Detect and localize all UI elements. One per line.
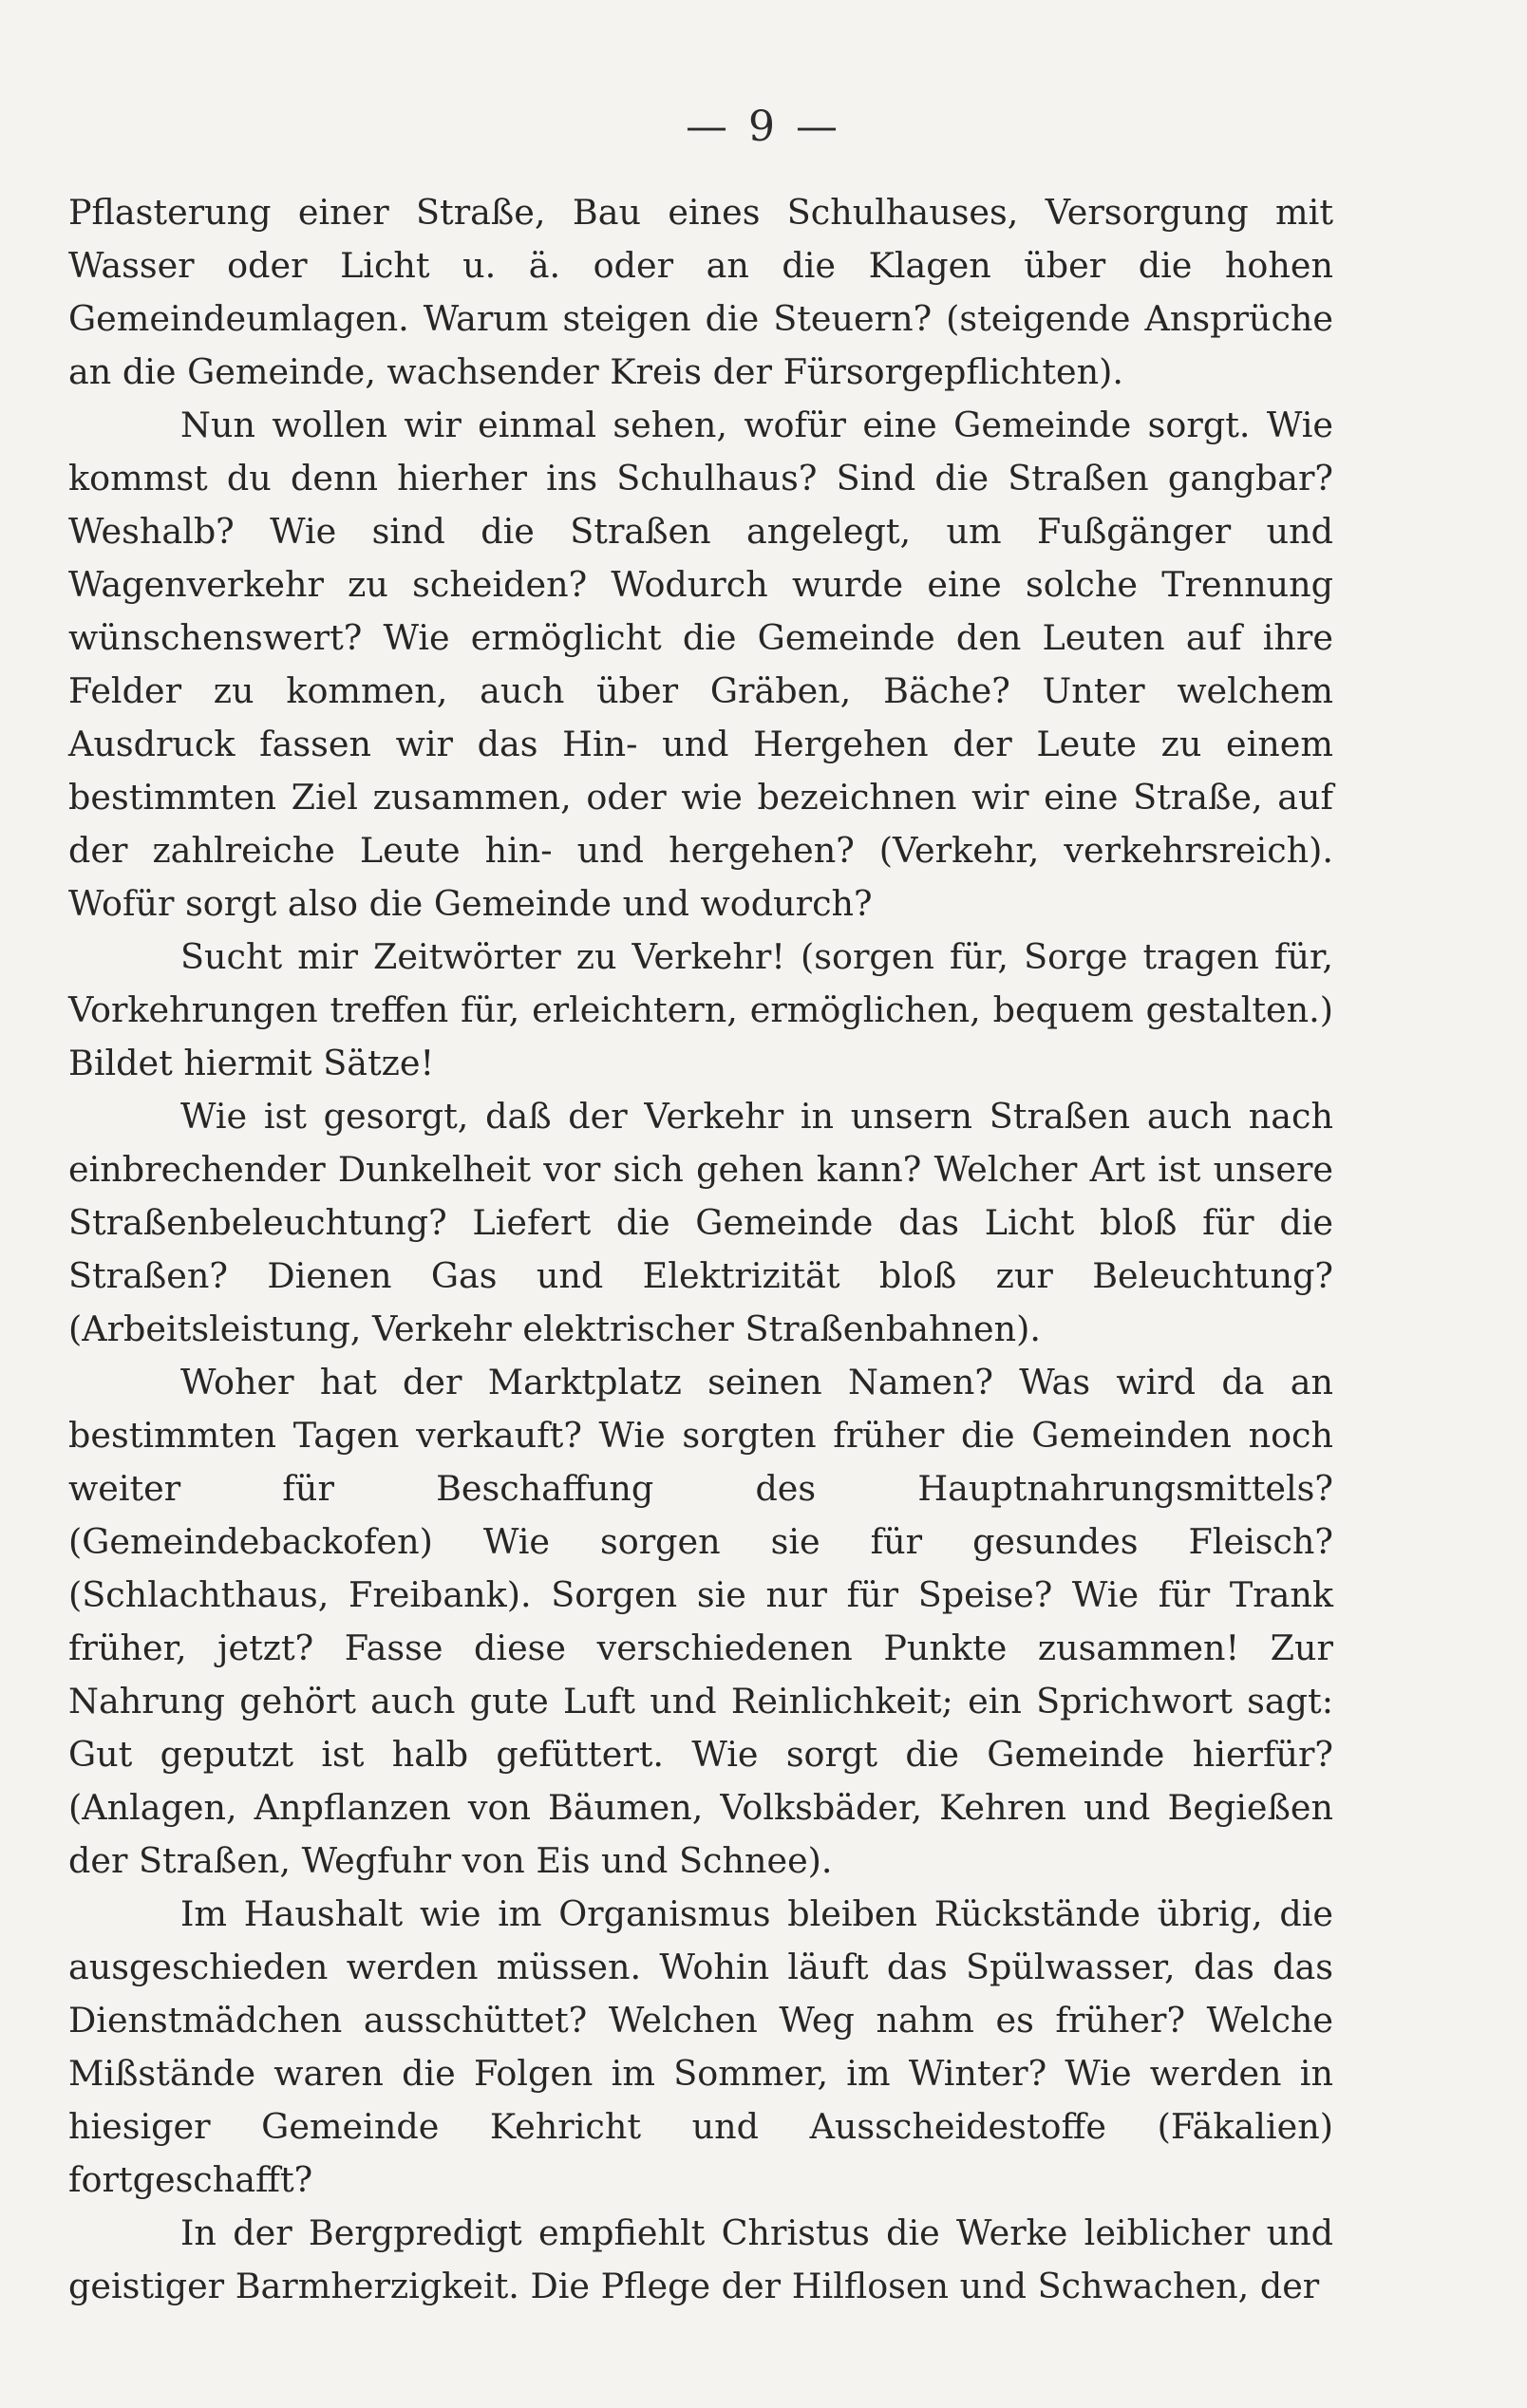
paragraph: Sucht mir Zeitwörter zu Verkehr! (sorgen für, Sorge tragen für, Vorkehrungen treffen für, erleichtern, ermöglichen, bequem gestalten.) Bildet hiermit Sätze! (68, 936, 1333, 1083)
paragraph: Nun wollen wir einmal sehen, wofür eine Gemeinde sorgt. Wie kommst du denn hierher ins Schulhaus? Sind die Straßen gangbar? Weshalb? Wie sind die Straßen angelegt, um Fußgänger und Wagenverkehr zu scheiden? Wodurch wurde eine solche Trennung wünschenswert? Wie ermöglicht die Gemeinde den Leuten auf ihre Felder zu kommen, auch über Gräben, Bäche? Unter welchem Ausdruck fassen wir das Hin- und Hergehen der Leute zu einem bestimmten Ziel zusammen, oder wie bezeichnen wir eine Straße, auf der zahlreiche Leute hin- und hergehen? (Verkehr, verkehrsreich). Wofür sorgt also die Gemeinde und wodurch? (68, 404, 1333, 924)
paragraph: Im Haushalt wie im Organismus bleiben Rückstände übrig, die ausgeschieden werden müssen. Wohin läuft das Spülwasser, das das Dienstmädchen ausschüttet? Welchen Weg nahm es früher? Welche Mißstände waren die Folgen im Sommer, im Winter? Wie werden in hiesiger Gemeinde Kehricht und Ausscheidestoffe (Fäkalien) fortgeschafft? (68, 1893, 1333, 2200)
body-text (68, 186, 1333, 2313)
paragraph: Woher hat der Marktplatz seinen Namen? Was wird da an bestimmten Tagen verkauft? Wie sorgten früher die Gemeinden noch weiter für Beschaffung des Hauptnahrungsmittels? (Gemeindebackofen) Wie sorgen sie für gesundes Fleisch? (Schlachthaus, Freibank). Sorgen sie nur für Speise? Wie für Trank früher, jetzt? Fasse diese verschiedenen Punkte zusammen! Zur Nahrung gehört auch gute Luft und Reinlichkeit; ein Sprichwort sagt: Gut geputzt ist halb gefüttert. Wie sorgt die Gemeinde hierfür? (Anlagen, Anpflanzen von Bäumen, Volksbäder, Kehren und Begießen der Straßen, Wegfuhr von Eis und Schnee). (68, 1362, 1333, 1881)
page-number: — 9 — (686, 103, 841, 151)
paragraph: In der Bergpredigt empfiehlt Christus die Werke leiblicher und geistiger Barmherzigkeit. Die Pflege der Hilflosen und Schwachen, der (68, 2212, 1333, 2306)
paragraph: Pflasterung einer Straße, Bau eines Schulhauses, Versorgung mit Wasser oder Licht u. ä. oder an die Klagen über die hohen Gemeindeumlagen. Warum steigen die Steuern? (steigende Ansprüche an die Gemeinde, wachsender Kreis der Fürsorgepflichten). (68, 192, 1333, 392)
paragraph: Wie ist gesorgt, daß der Verkehr in unsern Straßen auch nach einbrechender Dunkelheit vor sich gehen kann? Welcher Art ist unsere Straßenbeleuchtung? Liefert die Gemeinde das Licht bloß für die Straßen? Dienen Gas und Elektrizität bloß zur Beleuchtung? (Arbeitsleistung, Verkehr elektrischer Straßenbahnen). (68, 1096, 1333, 1349)
